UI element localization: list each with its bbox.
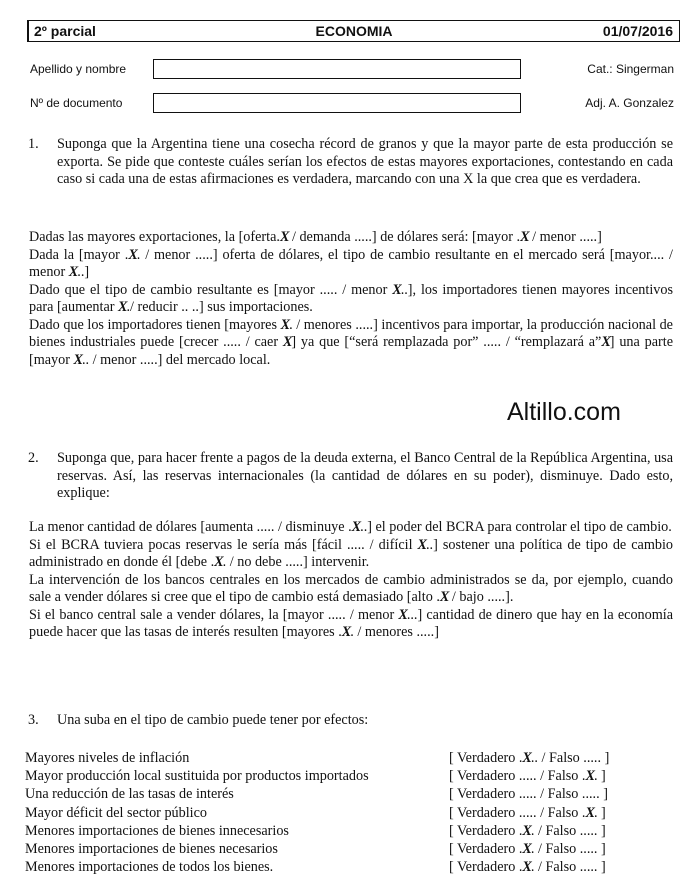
x-mark: X xyxy=(282,334,292,350)
x-mark: X xyxy=(522,840,531,857)
true-false-table xyxy=(25,750,685,877)
table-row xyxy=(25,805,685,823)
answer-line: La menor cantidad de dólares [aumenta ..... / disminuye .X..] el poder del BCRA para controlar el tipo de cambio. xyxy=(29,519,672,535)
statement: Mayor déficit del sector público xyxy=(25,804,208,821)
name-field[interactable] xyxy=(153,59,521,79)
question-3 xyxy=(28,712,673,730)
true-false-answer: [ Verdadero ..... / Falso ..... ] xyxy=(449,786,608,803)
true-false-answer: [ Verdadero .X. / Falso ..... ] xyxy=(449,822,606,839)
x-mark: X xyxy=(585,804,594,821)
true-false-answer: [ Verdadero .X.. / Falso ..... ] xyxy=(449,750,610,766)
statement: Menores importaciones de bienes necesarios xyxy=(25,840,278,857)
subject-title: ECONOMIA xyxy=(315,23,393,39)
x-mark: X xyxy=(351,519,361,535)
true-false-answer: [ Verdadero ..... / Falso .X. ] xyxy=(449,804,606,821)
table-row xyxy=(25,859,685,877)
true-false-answer: [ Verdadero .X. / Falso ..... ] xyxy=(449,859,606,876)
x-mark: X xyxy=(520,229,529,245)
watermark-text: Altillo.com xyxy=(507,398,621,426)
x-mark: X xyxy=(392,281,401,298)
true-false-answer: [ Verdadero ..... / Falso .X. ] xyxy=(449,768,606,785)
exam-date: 01/07/2016 xyxy=(602,23,673,39)
x-mark: X xyxy=(522,859,531,876)
statement: Una reducción de las tasas de interés xyxy=(25,786,234,803)
question-text: Suponga que la Argentina tiene una cosecha récord de granos y que la mayor parte de esta producción se exporta. Se pide que conteste cuáles serían los efectos de estas mayores exportaciones, contestando en cada caso si cada una de estas afirmaciones es verdadera, marcando con una X la que crea que es verdadera. xyxy=(57,136,673,187)
answer-line: Dado que el tipo de cambio resultante es [mayor ..... / menor X..], los importadores tienen mayores incentivos para [aumentar X./ reducir .. ..] sus importaciones. xyxy=(29,281,673,315)
statement: Mayores niveles de inflación xyxy=(25,750,190,766)
x-mark: X xyxy=(68,264,78,280)
x-mark: X xyxy=(398,606,407,623)
question-1 xyxy=(28,136,673,189)
question-number: 1. xyxy=(28,136,39,152)
x-mark: X xyxy=(279,229,289,245)
x-mark: X xyxy=(214,554,223,570)
x-mark: X xyxy=(601,334,610,350)
name-label: Apellido y nombre xyxy=(30,62,127,76)
true-false-answer: [ Verdadero .X. / Falso ..... ] xyxy=(449,840,606,857)
x-mark: X xyxy=(439,589,449,605)
answer-line: Dada la [mayor .X. / menor .....] oferta de dólares, el tipo de cambio resultante en el mercado será [mayor.... / menor X..] xyxy=(29,246,673,280)
question-2 xyxy=(28,450,673,503)
answer-line: Si el BCRA tuviera pocas reservas le sería más [fácil ..... / difícil X..] sostener una política de tipo de cambio administrado en donde él [debe .X. / no debe .....] intervenir. xyxy=(29,536,673,570)
x-mark: X xyxy=(280,316,290,333)
table-row xyxy=(25,786,685,804)
answer-line: Dadas las mayores exportaciones, la [oferta.X / demanda .....] de dólares será: [mayor .X / menor .....] xyxy=(29,229,602,245)
x-mark: X xyxy=(118,299,127,315)
statement: Mayor producción local sustituida por productos importados xyxy=(25,768,369,785)
answer-line: Dado que los importadores tienen [mayores X. / menores .....] incentivos para importar, la producción nacional de bienes industriales puede [crecer ..... / caer X] ya que [“será remplazada por” ..... / “remplazará a”X] una parte [mayor X.. / menor .....] del mercado local. xyxy=(29,316,673,368)
exam-number: 2º parcial xyxy=(34,23,96,39)
table-row xyxy=(25,823,685,841)
answer-line: La intervención de los bancos centrales en los mercados de cambio administrados se da, por ejemplo, cuando sale a vender dólares si cree que el tipo de cambio está demasiado [alto .X / bajo .....]. xyxy=(29,571,673,605)
question-text: Suponga que, para hacer frente a pagos de la deuda externa, el Banco Central de la República Argentina, usa reservas. Así, las reservas internacionales (la cantidad de dólares en su poder), disminuye. Dado esto, explique: xyxy=(57,450,673,501)
professor-label: Cat.: Singerman xyxy=(587,62,674,76)
x-mark: X xyxy=(417,536,426,553)
exam-header xyxy=(27,20,680,42)
answer-line: Si el banco central sale a vender dólares, la [mayor ..... / menor X...] cantidad de dinero que hay en la economía puede hacer que las tasas de interés resulten [mayores .X. / menores .....] xyxy=(29,606,673,640)
table-row xyxy=(25,768,685,786)
table-row xyxy=(25,841,685,859)
document-field[interactable] xyxy=(153,93,521,113)
assistant-label: Adj. A. Gonzalez xyxy=(585,96,674,110)
statement: Menores importaciones de bienes innecesarios xyxy=(25,822,289,839)
q1-answers xyxy=(29,229,673,369)
x-mark: X xyxy=(73,351,82,368)
table-row xyxy=(25,750,685,768)
x-mark: X xyxy=(585,768,594,785)
x-mark: X xyxy=(128,246,137,263)
x-mark: X xyxy=(522,750,531,766)
question-number: 3. xyxy=(28,712,39,728)
statement: Menores importaciones de todos los bienes. xyxy=(25,859,274,876)
question-number: 2. xyxy=(28,450,39,466)
x-mark: X xyxy=(341,624,351,640)
x-mark: X xyxy=(522,822,531,839)
document-label: Nº de documento xyxy=(30,96,123,110)
q2-answers xyxy=(29,519,673,642)
question-text: Una suba en el tipo de cambio puede tener por efectos: xyxy=(57,712,369,728)
